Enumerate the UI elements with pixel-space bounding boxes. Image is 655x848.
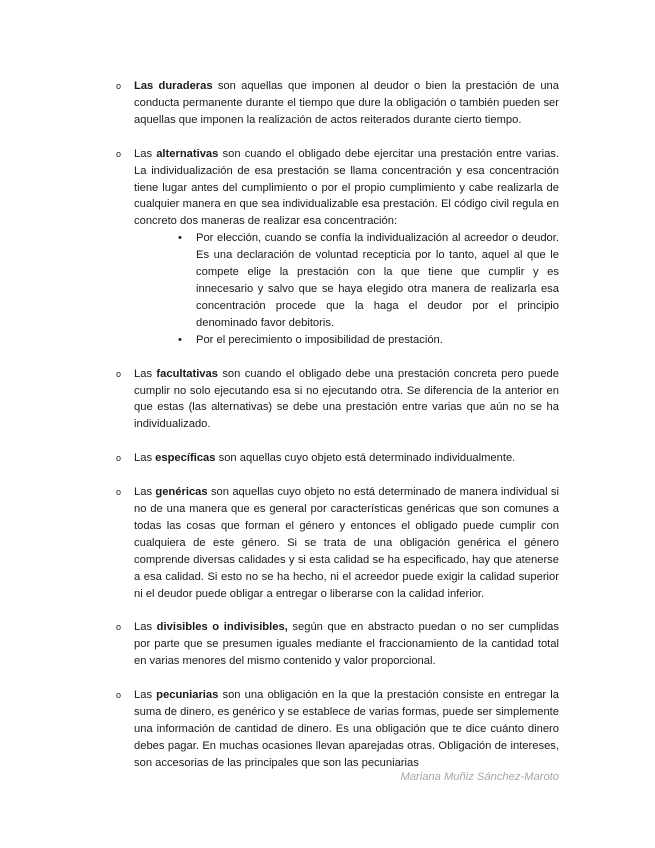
term: pecuniarias [156,689,219,702]
bullet-circle-icon: o [116,81,122,91]
item-prefix: Las [134,621,157,634]
bullet-circle-icon: o [116,690,122,701]
list-item-especificas [116,450,559,467]
item-text: son aquellas que imponen al deudor o bien la prestación de una conducta permanente durante el tiempo que dure la obligación o también pueden ser aquellas que imponen la realización de actos reiterados durante cierto tiempo. [134,80,559,126]
item-prefix: Las [134,367,157,380]
bullet-circle-icon: o [116,148,122,159]
term: facultativas [156,367,218,380]
item-text: según que en abstracto puedan o no ser cumplidas por parte que se presumen iguales mediante el fraccionamiento de la cantidad total en varias menores del mismo contenido y valor proporcional. [134,621,559,668]
list-item-divisibles [116,619,559,670]
document-body [116,78,559,789]
term: específicas [155,452,216,465]
sub-list-item [178,230,559,331]
item-prefix: Las [134,147,157,160]
term: alternativas [156,147,219,160]
page-footer-author: Mariana Muñiz Sánchez-Maroto [400,771,559,783]
bullet-circle-icon: o [116,487,122,498]
bullet-dot-icon: • [178,333,182,346]
bullet-dot-icon: • [178,232,182,245]
item-text: son una obligación en la que la prestación consiste en entregar la suma de dinero, es genérico y se establece de varias formas, puede ser simplemente una información de cantidad de dinero. Es una obligación que te dice cuánto dinero debes pagar. En muchas ocasiones llevan aparejadas otras. Obligación de intereses, son accesorias de las principales que son las pecuniarias [134,689,559,769]
list-item-facultativas [116,366,559,434]
term: divisibles o indivisibles, [156,621,288,634]
list-item-genericas [116,484,559,602]
item-prefix: Las [134,486,156,499]
sub-list-item [178,332,559,349]
bullet-circle-icon: o [116,622,122,633]
list-item-duraderas [116,78,559,129]
list-item-alternativas [116,146,559,349]
item-text: son cuando el obligado debe ejercitar una prestación entre varias. La individualización de esa prestación se llama concentración y esa concentración tiene lugar antes del cumplimiento o por el propio cumplimiento y cabe realizarla de cualquier manera en que sea individualizable esa prestación. El código civil regula en concreto dos maneras de realizar esa concentración: [134,147,559,228]
item-text: son cuando el obligado debe una prestación concreta pero puede cumplir no solo ejecutando esa si no ejecutando otra. Se diferencia de la anterior en que estas (las alternativas) se debe una prestación entre varias que aún no se ha individualizado. [134,367,559,431]
bullet-circle-icon: o [116,368,122,379]
term: genéricas [155,486,208,499]
item-text: son aquellas cuyo objeto está determinado individualmente. [215,452,516,465]
item-text: son aquellas cuyo objeto no está determinado de manera individual si no de una manera que es general por características genéricas que son comunes a todas las cosas que forman el género y entonces el obligado puede cumplir con cualquiera de este género. Si se trata de una obligación genérica el género comprende diversas calidades y si esta calidad se ha especificado, hay que atenerse a esa calidad. Si esto no se ha hecho, ni el acreedor puede exigir la calidad superior ni el deudor puede obligar a entregar o liberarse con la calidad inferior. [134,486,559,600]
item-prefix: Las [134,452,156,465]
list-item-pecuniarias [116,687,559,772]
item-prefix: Las [134,689,157,702]
sub-item-text: Por elección, cuando se confía la individualización al acreedor o deudor. Es una declaración de voluntad recepticia por lo tanto, aquel al que le compete elige la prestación con la que tiene que cumplir y es innecesario y salvo que se haya elegido otra manera de realizarla esa concentración procede que la haga el deudor por el principio denominado favor debitoris. [196,232,559,329]
sub-item-text: Por el perecimiento o imposibilidad de prestación. [196,333,443,346]
sub-list [134,230,559,348]
term: Las duraderas [134,80,213,92]
bullet-circle-icon: o [116,453,122,464]
